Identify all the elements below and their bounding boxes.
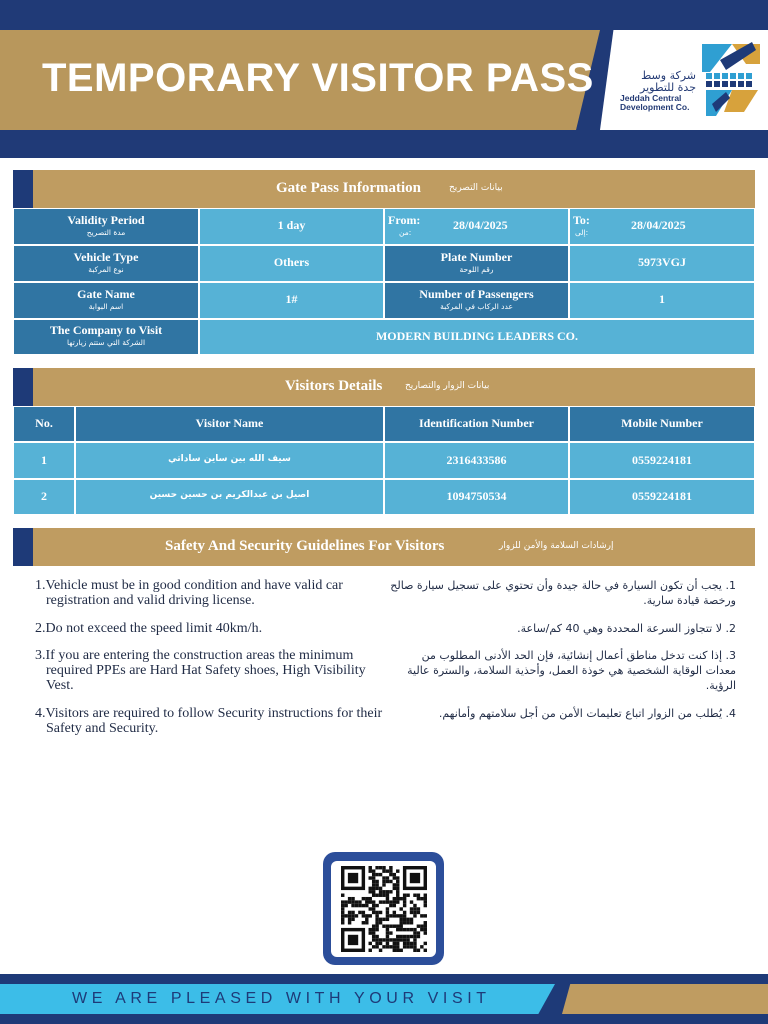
guideline-1-en: 1.Vehicle must be in good condition and have valid car registration and valid driving license.: [35, 578, 343, 608]
gate-label-cell: [13, 282, 199, 319]
row-2-id-cell: [384, 479, 569, 515]
plate-label-cell: [384, 245, 569, 282]
passengers-label: Number of Passengers: [419, 287, 534, 301]
col-header-mobile: [569, 406, 755, 442]
guidelines-section-header: [13, 528, 755, 566]
company-value: MODERN BUILDING LEADERS CO.: [375, 329, 579, 343]
from-label: From:: [388, 213, 421, 227]
passengers-label-cell: [384, 282, 569, 319]
company-label: The Company to Visit: [49, 323, 163, 337]
logo-arabic-text: [618, 70, 696, 94]
validity-label-cell: [13, 208, 199, 245]
company-logo-icon: [702, 42, 760, 116]
row-1-id: 2316433586: [446, 453, 507, 467]
validity-value-cell: [199, 208, 384, 245]
vehicle-type-value-cell: [199, 245, 384, 282]
validity-value: 1 day: [277, 218, 306, 232]
company-label-cell: [13, 319, 199, 355]
row-1-no-cell: [13, 442, 75, 479]
guidelines-title-ar: إرشادات السلامة والأمن للزوار: [499, 541, 614, 551]
to-label-ar: إلى:: [575, 228, 589, 237]
col-header-no-text: No.: [35, 416, 53, 430]
col-header-name-text: Visitor Name: [195, 416, 264, 430]
visitors-title-ar: بيانات الزوار والتصاريح: [405, 381, 490, 391]
row-1-mobile-cell: [569, 442, 755, 479]
footer-gold-strip: [562, 984, 768, 1014]
guidelines-title: Safety And Security Guidelines For Visitors: [165, 538, 445, 554]
plate-value: 5973VGJ: [638, 255, 686, 269]
logo-ar-line-1: شركة وسط: [641, 69, 696, 82]
row-2-mobile-cell: [569, 479, 755, 515]
passengers-value: 1: [659, 292, 665, 306]
vehicle-type-label-cell: [13, 245, 199, 282]
vehicle-type-label-ar: نوع المركبة: [88, 265, 124, 274]
row-2-no-cell: [13, 479, 75, 515]
row-1-name-cell: [75, 442, 384, 479]
guideline-3-en: 3.If you are entering the construction areas the minimum required PPEs are Hard Hat Safety shoes, High Visibility Vest.: [35, 648, 366, 693]
logo-en-line-1: Jeddah Central: [620, 93, 682, 103]
from-label-ar: من:: [399, 228, 412, 237]
company-value-cell: [199, 319, 755, 355]
row-2-mobile: 0559224181: [632, 489, 692, 503]
gate-label-ar: اسم البوابة: [88, 302, 124, 311]
guideline-2-ar: 2. لا تتجاوز السرعة المحددة وهي 40 كم/ساعة.: [517, 622, 736, 635]
gate-value-cell: [199, 282, 384, 319]
row-1-no: 1: [41, 453, 47, 467]
to-label: To:: [573, 213, 590, 227]
guideline-4-ar: 4. يُطلب من الزوار اتباع تعليمات الأمن من أجل سلامتهم وأمانهم.: [438, 707, 736, 720]
col-header-no: [13, 406, 75, 442]
logo-ar-line-2: جدة للتطوير: [640, 81, 696, 94]
guideline-2-en: 2.Do not exceed the speed limit 40km/h.: [35, 621, 263, 636]
visitors-title: Visitors Details: [285, 378, 383, 394]
row-2-name-cell: [75, 479, 384, 515]
col-header-name: [75, 406, 384, 442]
row-2-no: 2: [41, 489, 47, 503]
gate-pass-title: Gate Pass Information: [276, 180, 421, 196]
plate-label-ar: رقم اللوحة: [459, 265, 494, 274]
gate-pass-section-header: [13, 170, 755, 208]
footer-message: WE ARE PLEASED WITH YOUR VISIT: [72, 990, 491, 1007]
row-1-mobile: 0559224181: [632, 453, 692, 467]
gate-label: Gate Name: [77, 287, 135, 301]
page-title: TEMPORARY VISITOR PASS: [42, 56, 594, 100]
guideline-1-ar: 1. يجب أن تكون السيارة في حالة جيدة وأن تحتوي على تسجيل سيارة صالح ورخصة قيادة سارية.: [390, 579, 736, 607]
plate-value-cell: [569, 245, 755, 282]
plate-label: Plate Number: [440, 250, 513, 264]
row-1-name: سيف الله بين ساين ساداتي: [168, 454, 291, 464]
row-1-id-cell: [384, 442, 569, 479]
from-cell: [384, 208, 569, 245]
qr-code-icon[interactable]: [340, 866, 428, 952]
passengers-label-ar: عدد الركاب في المركبة: [440, 302, 513, 311]
logo-en-line-2: Development Co.: [620, 102, 690, 112]
row-2-id: 1094750534: [446, 489, 507, 503]
validity-label: Validity Period: [67, 213, 145, 227]
from-date: 28/04/2025: [453, 218, 508, 232]
vehicle-type-label: Vehicle Type: [73, 250, 139, 264]
gate-pass-title-ar: بيانات التصريح: [449, 183, 503, 193]
to-cell: [569, 208, 755, 245]
guideline-4-en: 4.Visitors are required to follow Security instructions for their Safety and Security.: [35, 706, 383, 736]
validity-label-ar: مدة التصريح: [86, 228, 126, 237]
col-header-mobile-text: Mobile Number: [621, 416, 703, 430]
company-label-ar: الشركة التي ستتم زيارتها: [66, 338, 146, 347]
passengers-value-cell: [569, 282, 755, 319]
vehicle-type-value: Others: [273, 255, 310, 269]
visitors-section-header: [13, 368, 755, 406]
to-date: 28/04/2025: [631, 218, 686, 232]
col-header-id: [384, 406, 569, 442]
gate-value: 1#: [285, 292, 298, 306]
guideline-3-ar: 3. إذا كنت تدخل مناطق أعمال إنشائية، فإن الحد الأدنى المطلوب من معدات الوقاية الشخصية هي خوذة العمل، وأحذية السلامة، والسترة عالية الرؤية.: [407, 649, 736, 692]
row-2-name: اصيل بن عبدالكريم بن حسين حسين: [149, 490, 310, 500]
col-header-id-text: Identification Number: [419, 416, 534, 430]
logo-english-text: [620, 94, 698, 112]
